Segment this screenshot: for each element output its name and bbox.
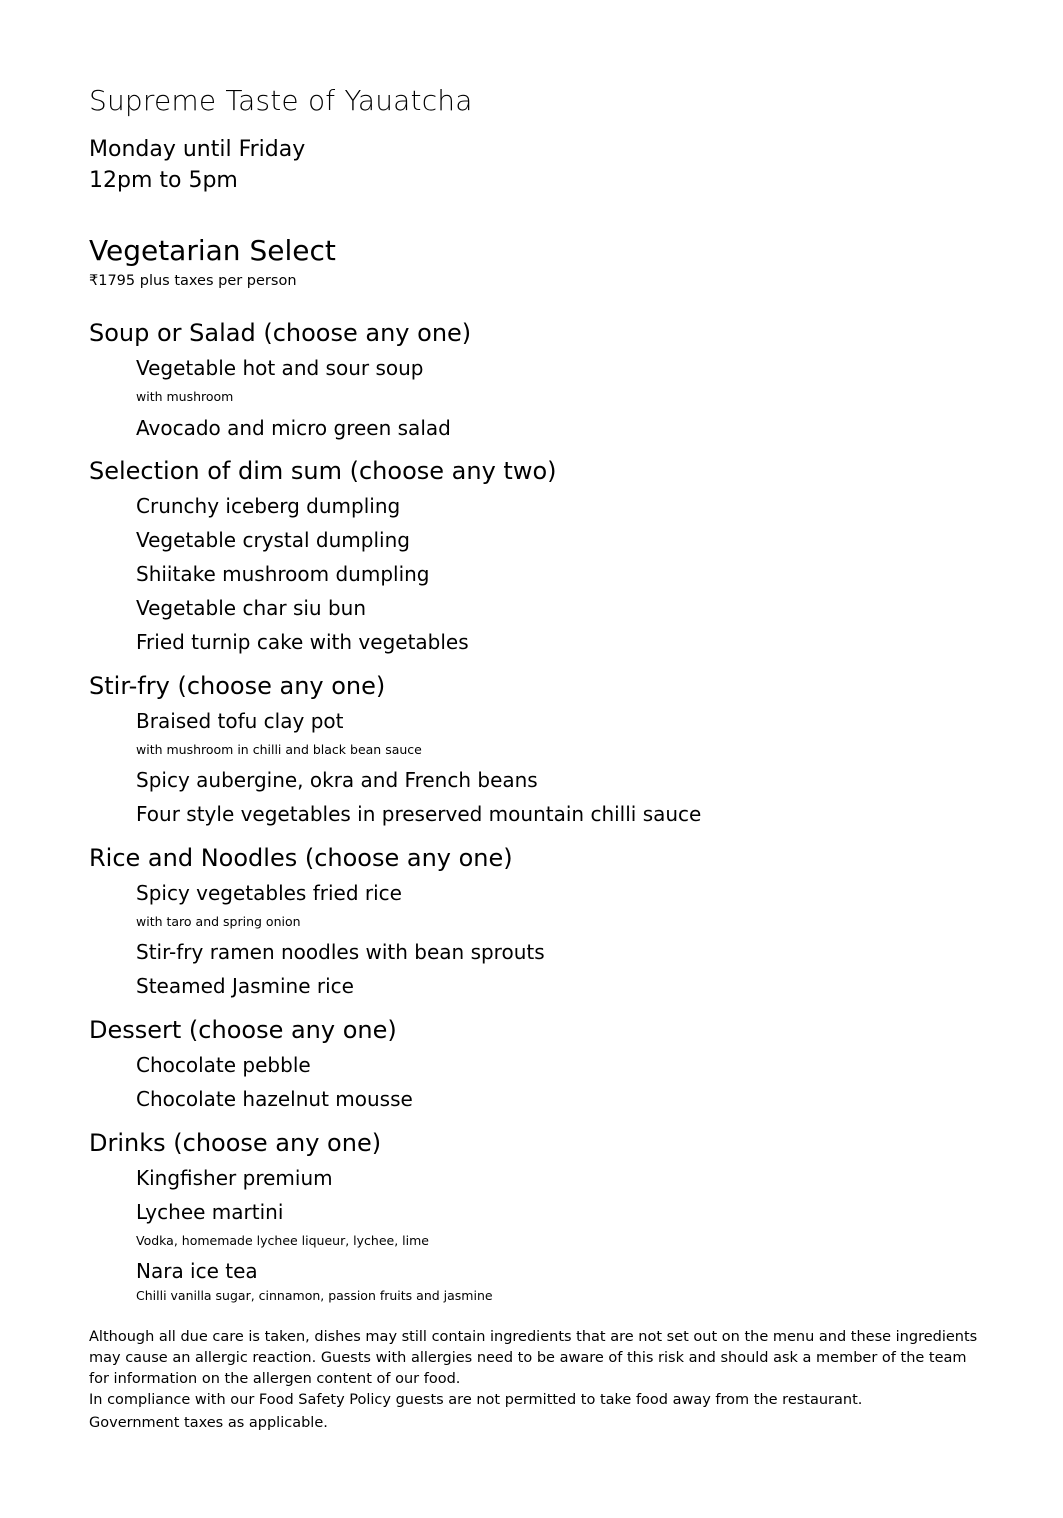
food-safety-notice: In compliance with our Food Safety Policy guests are not permitted to take food away from the restaurant. <box>89 1392 863 1408</box>
menu-item: Braised tofu clay pot <box>136 709 344 733</box>
section-heading: Soup or Salad (choose any one) <box>89 319 472 347</box>
menu-item: Vegetable hot and sour soup <box>136 356 424 380</box>
menu-item-note: with mushroom <box>136 389 234 404</box>
menu-item: Nara ice tea <box>136 1259 258 1283</box>
menu-title: Supreme Taste of Yauatcha <box>89 84 473 117</box>
set-menu-title: Vegetarian Select <box>89 234 336 267</box>
set-menu-price: ₹1795 plus taxes per person <box>89 273 297 289</box>
menu-item: Lychee martini <box>136 1200 284 1224</box>
menu-item: Spicy aubergine, okra and French beans <box>136 768 538 792</box>
menu-item: Vegetable char siu bun <box>136 596 367 620</box>
taxes-notice: Government taxes as applicable. <box>89 1415 328 1431</box>
menu-item: Chocolate hazelnut mousse <box>136 1087 413 1111</box>
section-heading: Stir-fry (choose any one) <box>89 672 386 700</box>
menu-item: Stir-fry ramen noodles with bean sprouts <box>136 940 545 964</box>
section-heading: Rice and Noodles (choose any one) <box>89 844 513 872</box>
section-heading: Selection of dim sum (choose any two) <box>89 457 557 485</box>
menu-item: Four style vegetables in preserved mountain chilli sauce <box>136 802 702 826</box>
menu-item-note: with taro and spring onion <box>136 914 301 929</box>
menu-item: Kingfisher premium <box>136 1166 333 1190</box>
menu-item: Vegetable crystal dumpling <box>136 528 410 552</box>
menu-hours: 12pm to 5pm <box>89 168 238 193</box>
menu-item: Shiitake mushroom dumpling <box>136 562 430 586</box>
section-heading: Dessert (choose any one) <box>89 1016 397 1044</box>
menu-item-note: with mushroom in chilli and black bean sauce <box>136 742 422 757</box>
menu-item-note: Chilli vanilla sugar, cinnamon, passion fruits and jasmine <box>136 1288 493 1303</box>
menu-days: Monday until Friday <box>89 137 306 162</box>
allergy-notice: Although all due care is taken, dishes may still contain ingredients that are not set out on the menu and these ingredients may cause an allergic reaction. Guests with allergies need to be aware of this risk and should ask a member of the team for information on the allergen content of our food. <box>89 1329 978 1387</box>
menu-item: Steamed Jasmine rice <box>136 974 354 998</box>
menu-item: Avocado and micro green salad <box>136 416 451 440</box>
section-heading: Drinks (choose any one) <box>89 1129 382 1157</box>
menu-item: Spicy vegetables fried rice <box>136 881 402 905</box>
menu-item-note: Vodka, homemade lychee liqueur, lychee, lime <box>136 1233 429 1248</box>
menu-item: Fried turnip cake with vegetables <box>136 630 469 654</box>
menu-item: Chocolate pebble <box>136 1053 311 1077</box>
menu-item: Crunchy iceberg dumpling <box>136 494 401 518</box>
